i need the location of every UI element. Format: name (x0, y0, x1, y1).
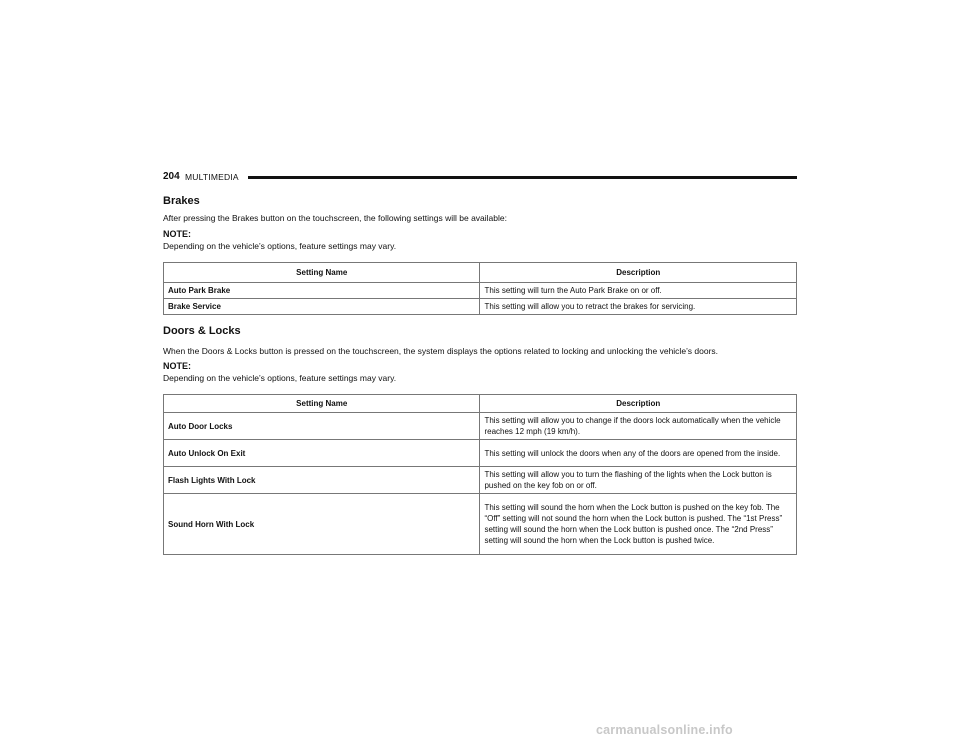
column-header-description: Description (480, 263, 797, 283)
setting-name-cell: Auto Unlock On Exit (164, 440, 480, 467)
table-row (164, 299, 797, 315)
doors-heading: Doors & Locks (163, 325, 241, 337)
setting-description-cell: This setting will allow you to change if the doors lock automatically when the vehicle reaches 12 mph (19 km/h). (480, 413, 797, 440)
column-header-description: Description (480, 395, 797, 413)
setting-description-cell: This setting will sound the horn when the Lock button is pushed on the key fob. The “Off” setting will not sound the horn when the Lock button is pushed. The “1st Press” setting will sound the horn when the Lock button is pushed once. The “2nd Press” setting will sound the horn when the Lock button is pushed twice. (480, 494, 797, 555)
brakes-intro: After pressing the Brakes button on the touchscreen, the following settings will be available: (163, 213, 507, 223)
doors-note-text: Depending on the vehicle’s options, feature settings may vary. (163, 373, 397, 383)
table-row (164, 440, 797, 467)
column-header-setting-name: Setting Name (164, 263, 480, 283)
table-row (164, 467, 797, 494)
table-row (164, 283, 797, 299)
section-name: MULTIMEDIA (185, 172, 239, 182)
table-header-row (164, 395, 797, 413)
setting-name-cell: Brake Service (164, 299, 480, 315)
table-row (164, 413, 797, 440)
brakes-table (163, 262, 797, 315)
table-row (164, 494, 797, 555)
doors-table (163, 394, 797, 555)
setting-description-cell: This setting will allow you to retract the brakes for servicing. (480, 299, 797, 315)
table-header-row (164, 263, 797, 283)
page-header (163, 171, 797, 185)
setting-name-cell: Auto Park Brake (164, 283, 480, 299)
setting-description-cell: This setting will unlock the doors when any of the doors are opened from the inside. (480, 440, 797, 467)
brakes-note-label: NOTE: (163, 229, 191, 239)
page-number: 204 (163, 171, 180, 182)
setting-name-cell: Auto Door Locks (164, 413, 480, 440)
brakes-heading: Brakes (163, 195, 200, 207)
doors-intro: When the Doors & Locks button is pressed on the touchscreen, the system displays the options related to locking and unlocking the vehicle’s doors. (163, 346, 719, 356)
setting-name-cell: Sound Horn With Lock (164, 494, 480, 555)
header-rule (248, 176, 797, 179)
watermark-link[interactable]: carmanualsonline.info (596, 723, 733, 737)
setting-description-cell: This setting will allow you to turn the flashing of the lights when the Lock button is pushed on the key fob on or off. (480, 467, 797, 494)
brakes-note-text: Depending on the vehicle’s options, feature settings may vary. (163, 241, 397, 251)
setting-name-cell: Flash Lights With Lock (164, 467, 480, 494)
doors-note-label: NOTE: (163, 361, 191, 371)
column-header-setting-name: Setting Name (164, 395, 480, 413)
setting-description-cell: This setting will turn the Auto Park Brake on or off. (480, 283, 797, 299)
